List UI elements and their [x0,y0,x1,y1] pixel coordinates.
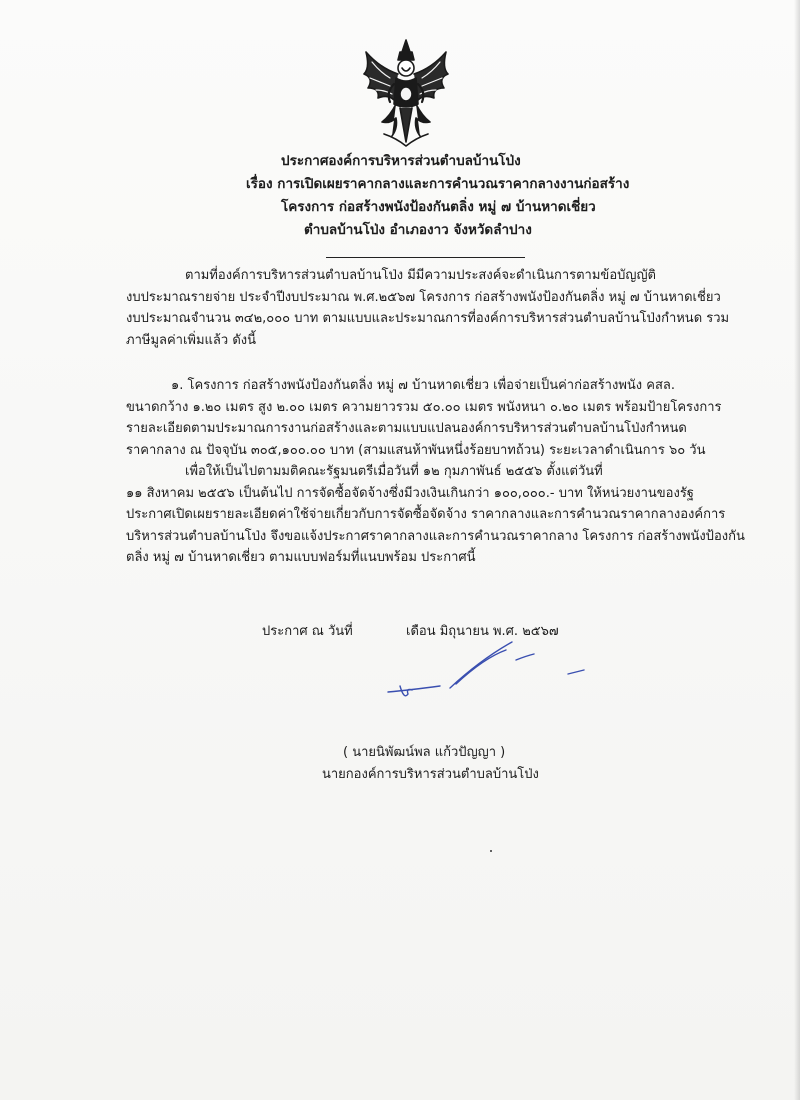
paragraph-line: ๑. โครงการ ก่อสร้างพนังป้องกันตลิ่ง หมู่ ๗ บ้านหาดเชี่ยว เพื่อจ่ายเป็นค่าก่อสร้างพนัง คสล. [171,378,675,393]
header-subject: เรื่อง การเปิดเผยราคากลางและการคำนวณราคากลางงานก่อสร้าง [246,176,630,192]
paragraph-line: ประกาศเปิดเผยรายละเอียดค่าใช้จ่ายเกี่ยวกับการจัดซื้อจัดจ้าง ราคากลางและการคำนวณราคากลางองค์การ [126,507,726,522]
paragraph-intro [0,265,800,355]
paragraph-line: ภาษีมูลค่าเพิ่มแล้ว ดังนี้ [126,332,257,348]
paragraph-line: ตลิ่ง หมู่ ๗ บ้านหาดเชี่ยว ตามแบบฟอร์มที่แนบพร้อม ประกาศนี้ [126,550,476,565]
date-label: ประกาศ ณ วันที่ [262,624,353,639]
paragraph-line: งบประมาณจำนวน ๓๔๒,๐๐๐ บาท ตามแบบและประมาณการที่องค์การบริหารส่วนตำบลบ้านโป่งกำหนด รวม [126,311,730,326]
handwritten-signature [380,630,600,710]
paragraph-line: ขนาดกว้าง ๑.๒๐ เมตร สูง ๒.๐๐ เมตร ความยาวรวม ๕๐.๐๐ เมตร พนังหนา ๐.๒๐ เมตร พร้อมป้ายโครงการ [126,399,722,415]
signatory-position: นายกองค์การบริหารส่วนตำบลบ้านโป่ง [322,767,539,782]
paragraph-line: รายละเอียดตามประมาณการงานก่อสร้างและตามแบบแปลนองค์การบริหารส่วนตำบลบ้านโป่งกำหนด [126,421,687,436]
header-project: โครงการ ก่อสร้างพนังป้องกันตลิ่ง หมู่ ๗ บ้านหาดเชี่ยว [281,199,596,215]
paragraph-line: ตามที่องค์การบริหารส่วนตำบลบ้านโป่ง มีมีความประสงค์จะดำเนินการตามข้อบัญญัติ [185,268,656,283]
header-title: ประกาศองค์การบริหารส่วนตำบลบ้านโป่ง [281,153,521,169]
paper-speck [490,850,492,852]
header-location: ตำบลบ้านโป่ง อำเภองาว จังหวัดลำปาง [304,222,532,238]
paragraph-regulation [0,461,800,571]
paragraph-line: งบประมาณรายจ่าย ประจำปีงบประมาณ พ.ศ.๒๕๖๗ โครงการ ก่อสร้างพนังป้องกันตลิ่ง หมู่ ๗ บ้านหาดเชี่ยว [126,289,721,305]
paragraph-line: บริหารส่วนตำบลบ้านโป่ง จึงขอแจ้งประกาศราคากลางและการคำนวณราคากลาง โครงการ ก่อสร้างพนังป้องกัน [126,528,745,544]
garuda-emblem-icon [360,38,452,148]
date-month-year: เดือน มิถุนายน พ.ศ. ๒๕๖๗ [406,624,559,639]
paragraph-line: ๑๑ สิงหาคม ๒๕๕๖ เป็นต้นไป การจัดซื้อจัดจ้างซึ่งมีวงเงินเกินกว่า ๑๐๐,๐๐๐.- บาท ให้หน่วยงานของรัฐ [126,485,694,501]
header-divider [326,257,525,258]
paragraph-line: เพื่อให้เป็นไปตามมติคณะรัฐมนตรีเมื่อวันที่ ๑๒ กุมภาพันธ์ ๒๕๕๖ ตั้งแต่วันที่ [185,464,603,479]
signatory-name: ( นายนิพัฒน์พล แก้วปัญญา ) [343,745,506,760]
paragraph-line: ราคากลาง ณ ปัจจุบัน ๓๐๕,๑๐๐.๐๐ บาท (สามแสนห้าพันหนึ่งร้อยบาทถ้วน) ระยะเวลาดำเนินการ ๖๐ วัน [126,442,706,458]
paragraph-project-item [0,375,800,465]
